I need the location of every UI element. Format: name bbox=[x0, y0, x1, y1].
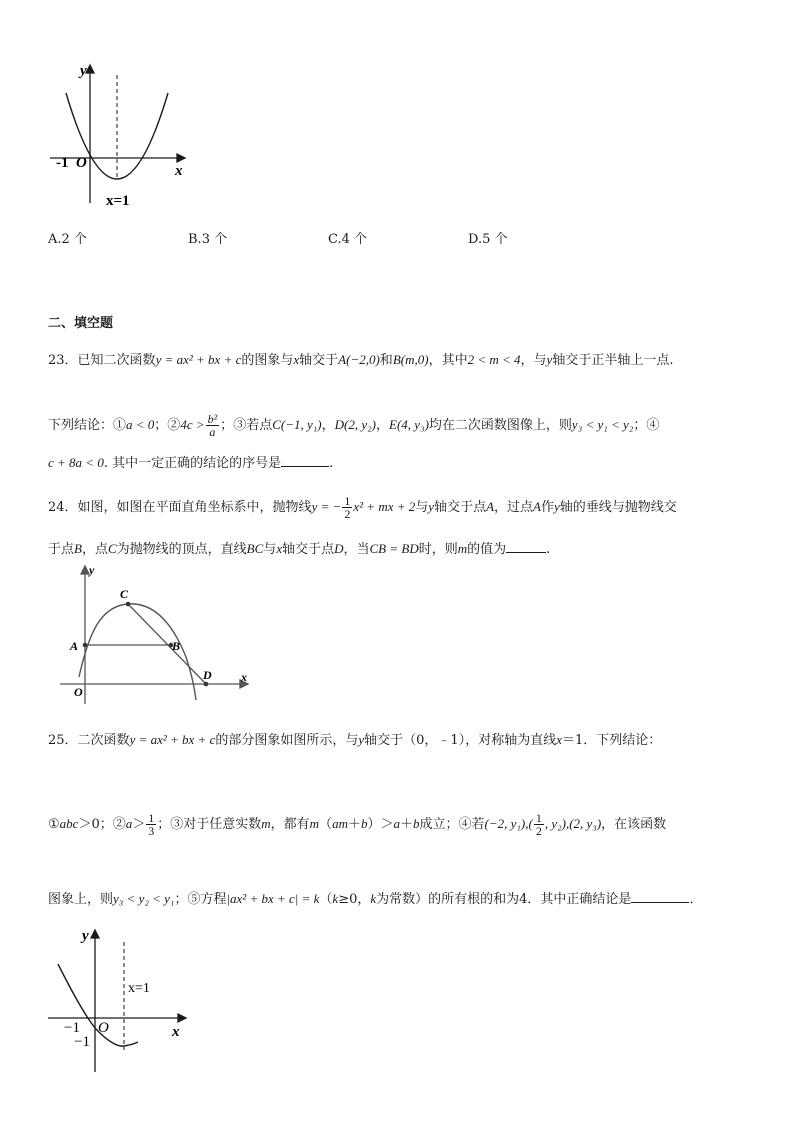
graph-3 bbox=[44, 922, 204, 1077]
option-d: D.5 个 bbox=[468, 232, 508, 247]
q23-answer-blank[interactable] bbox=[281, 452, 329, 467]
graph1-axis-label: x=1 bbox=[106, 193, 130, 209]
graph2-axes bbox=[60, 566, 248, 704]
graph1-y-label: y bbox=[80, 63, 87, 79]
graph1-x-label: x bbox=[175, 163, 183, 179]
graph1-origin: O bbox=[76, 155, 87, 171]
graph2-label-b: B bbox=[172, 639, 181, 653]
q24-line-1: 24．如图，如图在平面直角坐标系中，抛物线y = − $\frac{1}{2}$ x² + mx + 2与y轴交于点A，过点A作y轴的垂线与抛物线交 bbox=[48, 494, 677, 521]
graph2-line-bc bbox=[128, 604, 206, 684]
q25-line-3: 图象上，则y₃ < y₂ < y₁；⑤方程|ax² + bx + c| = k（k≥0，k为常数）的所有根的和为4．其中正确结论是 ． bbox=[48, 888, 702, 910]
graph2-label-c: C bbox=[120, 587, 129, 601]
q25-line-1: 25．二次函数y = ax² + bx + c的部分图象如图所示，与y轴交于（0，﹣1），对称轴为直线x＝1．下列结论： bbox=[48, 732, 662, 748]
graph2-origin: O bbox=[74, 685, 83, 699]
graph3-neg-one-y: −1 bbox=[74, 1034, 90, 1050]
graph3-origin: O bbox=[98, 1020, 109, 1036]
graph2-label-a: A bbox=[70, 639, 79, 653]
graph2-x-label: x bbox=[241, 670, 247, 684]
graph2-y-label: y bbox=[89, 563, 95, 577]
q23-line-3: c + 8a < 0. 其中一定正确的结论的序号是 . bbox=[48, 452, 333, 474]
q25-answer-blank[interactable] bbox=[631, 888, 689, 903]
q23-line-1: 23．已知二次函数y = ax² + bx + c的图象与x轴交于A(−2,0)和B(m,0)，其中2 < m < 4，与y轴交于正半轴上一点. bbox=[48, 352, 674, 368]
graph1-neg-one: -1 bbox=[56, 155, 69, 171]
section-title: 二、填空题 bbox=[48, 316, 114, 331]
graph3-neg-one-x: −1 bbox=[64, 1020, 80, 1036]
graph3-y-label: y bbox=[82, 928, 89, 944]
option-b: B.3 个 bbox=[188, 232, 228, 247]
graph2-label-d: D bbox=[203, 668, 212, 682]
q25-line-2: ①abc＞0；②a＞ $\frac{1}{3}$ ；③对于任意实数m，都有m（am＋b）＞a＋b成立；④若(−2, y₁),( $\frac{1}{2}$ , y₂),(2, y₃)，在该函数 bbox=[48, 811, 667, 838]
q23-line-2: 下列结论：①a < 0；②4c > $\frac{\text{b²}}{a}$ ；③若点C(−1, y₁)，D(2, y₂)，E(4, y₃)均在二次函数图像上，则y₃ < y₁ < y₂；④ bbox=[48, 412, 660, 439]
graph-2 bbox=[56, 562, 256, 707]
option-c: C.4 个 bbox=[328, 232, 368, 247]
q24-answer-blank[interactable] bbox=[506, 538, 546, 553]
q24-line-2: 于点B，点C为抛物线的顶点，直线BC与x轴交于点D，当CB = BD时，则m的值为 . bbox=[48, 538, 550, 560]
graph-1 bbox=[40, 55, 200, 215]
option-a: A.2 个 bbox=[48, 232, 87, 247]
graph3-axes bbox=[48, 930, 186, 1072]
graph3-x-label: x bbox=[172, 1024, 180, 1040]
graph3-axis-label: x=1 bbox=[128, 981, 150, 996]
